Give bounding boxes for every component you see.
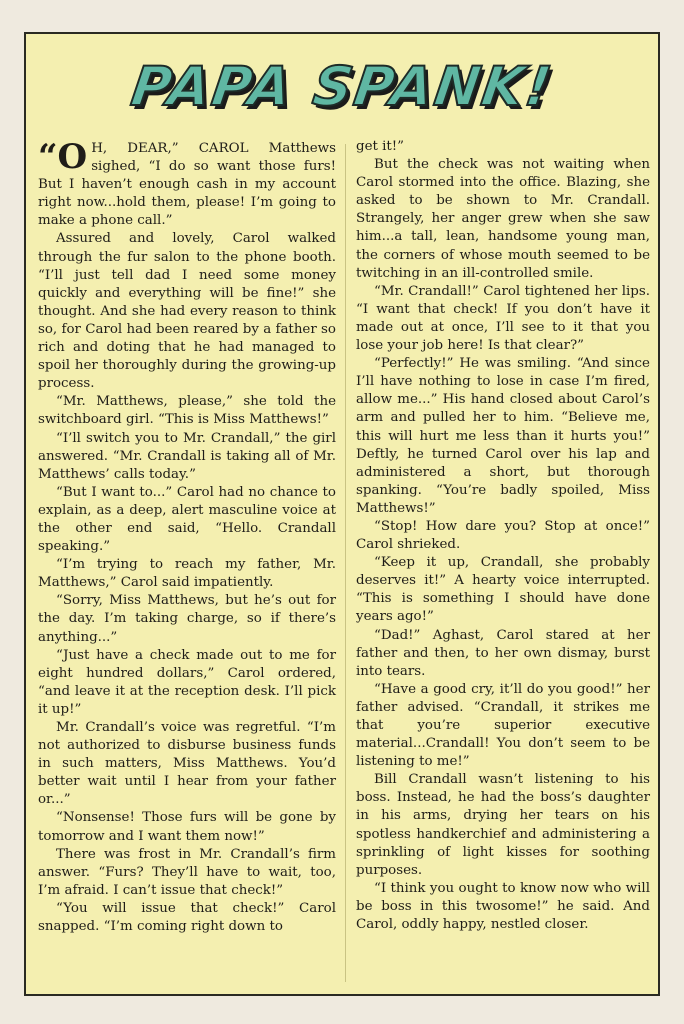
paragraph: “Sorry, Miss Matthews, but he’s out for the day. I’m taking charge, so if there’s anything...” bbox=[38, 593, 336, 645]
paragraph: “I think you ought to know now who will be boss in this twosome!” he said. And Carol, oddly happy, nestled closer. bbox=[356, 880, 650, 933]
continuation-line: get it!” bbox=[356, 139, 405, 154]
paragraph: “Mr. Matthews, please,” she told the switchboard girl. “This is Miss Matthews!” bbox=[38, 394, 336, 428]
paragraph: “Stop! How dare you? Stop at once!” Carol shrieked. bbox=[356, 518, 650, 553]
paragraph: “Nonsense! Those furs will be gone by tomorrow and I want them now!” bbox=[38, 810, 336, 844]
opening-paragraph bbox=[38, 137, 336, 230]
paragraph: “Keep it up, Crandall, she probably deserves it!” A hearty voice interrupted. “This is something I should have done years ago!” bbox=[356, 555, 650, 625]
paragraph: “I’m trying to reach my father, Mr. Matthews,” Carol said impatiently. bbox=[38, 557, 336, 591]
paragraph: “But I want to...” Carol had no chance to explain, as a deep, alert masculine voice at the other end said, “Hello. Crandall speaking.” bbox=[38, 484, 336, 555]
paragraph: “Dad!” Aghast, Carol stared at her father and then, to her own dismay, burst into tears. bbox=[356, 627, 650, 679]
story-title: PAPA SPANK! bbox=[127, 54, 557, 118]
paragraph: There was frost in Mr. Crandall’s firm answer. “Furs? They’ll have to wait, too, I’m afraid. I can’t issue that check!” bbox=[38, 846, 336, 898]
paragraph: “I’ll switch you to Mr. Crandall,” the girl answered. “Mr. Crandall is taking all of Mr. Matthews’ calls today.” bbox=[38, 430, 336, 482]
paragraph: Bill Crandall wasn’t listening to his boss. Instead, he had the boss’s daughter in his arms, drying her tears on his spotless handkerchief and administering a sprinkling of light kisses for soothing purposes. bbox=[356, 772, 650, 878]
paragraph: “Mr. Crandall!” Carol tightened her lips. “I want that check! If you don’t have it made out at once, I’ll see to it that you lose your job here! Is that clear?” bbox=[356, 283, 650, 354]
title-banner bbox=[26, 34, 658, 138]
paragraph: But the check was not waiting when Carol stormed into the office. Blazing, she asked to be shown to Mr. Crandall. Strangely, her anger grew when she saw him...a tall, lean, handsome young man, the corners of whose mouth seemed to be twitching in an ill-controlled smile. bbox=[356, 157, 650, 281]
story-page bbox=[24, 32, 660, 996]
paragraph: “You will issue that check!” Carol snapped. “I’m coming right down to bbox=[38, 900, 336, 935]
left-column bbox=[38, 137, 336, 936]
paragraph: “Just have a check made out to me for eight hundred dollars,” Carol ordered, “and leave it at the reception desk. I’ll pick it up!” bbox=[38, 647, 336, 717]
paragraph: “Have a good cry, it’ll do you good!” her father advised. “Crandall, it strikes me that you’re superior executive material...Crandall! You don’t seem to be listening to me!” bbox=[356, 681, 650, 770]
paragraph: “Perfectly!” He was smiling. “And since I’ll have nothing to lose in case I’m fired, allow me...” His hand closed about Carol’s arm and pulled her to him. “Believe me, this will hurt me less than it hurts you!” Deftly, he turned Carol over his lap and administered a short, but thorough spanking. “You’re badly spoiled, Miss Matthews!” bbox=[356, 356, 650, 516]
paragraph: Mr. Crandall’s voice was regretful. “I’m not authorized to disburse business funds in such matters, Miss Matthews. You’d better wait until I hear from your father or...” bbox=[38, 720, 336, 808]
opening-text: H, DEAR,” CAROL Matthews sighed, “I do so want those furs! But I haven’t enough cash in my account right now...hold them, please! I’m going to make a phone call.” bbox=[38, 141, 336, 229]
column-divider bbox=[345, 144, 346, 982]
paragraph: Assured and lovely, Carol walked through the fur salon to the phone booth. “I’ll just tell dad I need some money quickly and everything will be fine!” she thought. And she had every reason to think so, for Carol had been reared by a father so rich and doting that he had managed to spoil her thoroughly during the growing-up process. bbox=[38, 231, 336, 392]
right-column bbox=[356, 138, 650, 934]
drop-cap: “O bbox=[38, 137, 88, 177]
